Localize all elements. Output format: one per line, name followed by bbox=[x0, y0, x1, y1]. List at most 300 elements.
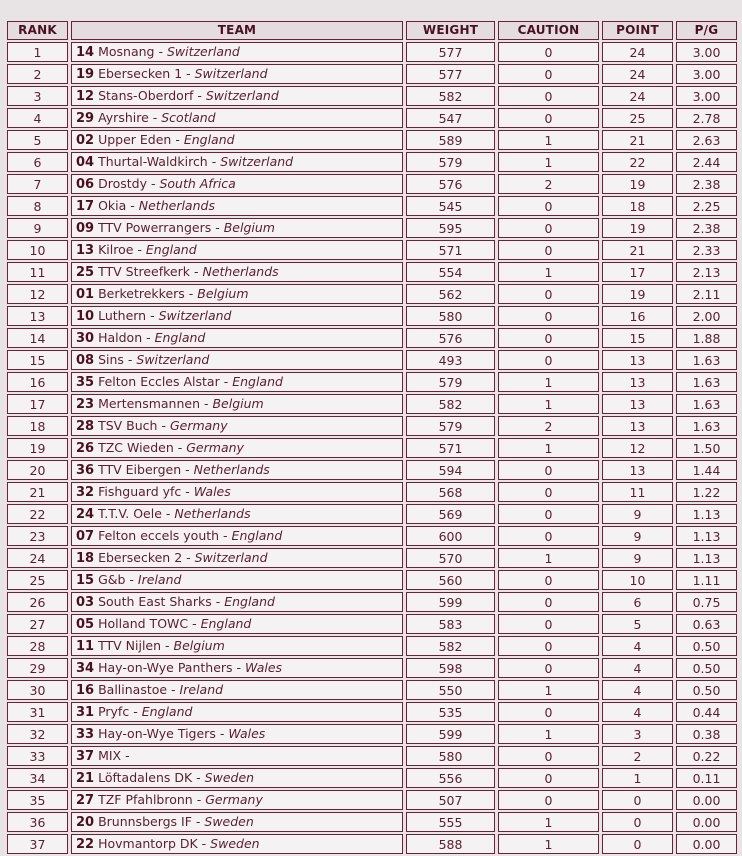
team-name: Holland TOWC bbox=[98, 616, 189, 631]
team-separator: - bbox=[146, 176, 160, 191]
team-cell bbox=[71, 108, 403, 128]
team-name: TSV Buch bbox=[98, 418, 158, 433]
team-separator: - bbox=[126, 198, 139, 213]
team-name: Okia bbox=[98, 198, 127, 213]
standings-table bbox=[4, 19, 740, 856]
team-number: 14 bbox=[76, 45, 95, 60]
weight-cell: 562 bbox=[406, 284, 495, 304]
pg-cell: 0.75 bbox=[676, 592, 737, 612]
team-name: Löftadalens DK bbox=[98, 770, 193, 785]
caution-cell: 0 bbox=[498, 240, 599, 260]
pg-cell: 0.50 bbox=[676, 680, 737, 700]
point-cell: 1 bbox=[602, 768, 673, 788]
team-separator: - bbox=[125, 572, 138, 587]
table-row bbox=[7, 218, 737, 238]
caution-cell: 0 bbox=[498, 284, 599, 304]
weight-cell: 576 bbox=[406, 174, 495, 194]
table-row bbox=[7, 240, 737, 260]
team-number: 37 bbox=[76, 749, 95, 764]
team-cell bbox=[71, 834, 403, 854]
team-cell bbox=[71, 42, 403, 62]
table-row bbox=[7, 680, 737, 700]
team-number: 30 bbox=[76, 331, 95, 346]
team-separator: - bbox=[215, 726, 229, 741]
table-row bbox=[7, 416, 737, 436]
team-country: Switzerland bbox=[194, 66, 268, 81]
table-row bbox=[7, 768, 737, 788]
weight-cell: 555 bbox=[406, 812, 495, 832]
team-separator: - bbox=[193, 88, 206, 103]
caution-cell: 0 bbox=[498, 42, 599, 62]
team-name: Sins bbox=[98, 352, 124, 367]
table-row bbox=[7, 812, 737, 832]
weight-cell: 582 bbox=[406, 394, 495, 414]
pg-cell: 0.38 bbox=[676, 724, 737, 744]
team-name: Upper Eden bbox=[98, 132, 172, 147]
weight-cell: 569 bbox=[406, 504, 495, 524]
pg-cell: 2.38 bbox=[676, 218, 737, 238]
point-cell: 13 bbox=[602, 372, 673, 392]
team-number: 09 bbox=[76, 221, 95, 236]
weight-cell: 588 bbox=[406, 834, 495, 854]
team-separator: - bbox=[123, 352, 137, 367]
team-cell bbox=[71, 526, 403, 546]
rank-cell: 7 bbox=[7, 174, 68, 194]
weight-cell: 576 bbox=[406, 328, 495, 348]
point-cell: 0 bbox=[602, 790, 673, 810]
point-cell: 10 bbox=[602, 570, 673, 590]
weight-cell: 599 bbox=[406, 592, 495, 612]
team-separator: - bbox=[190, 264, 203, 279]
team-country: England bbox=[232, 374, 283, 389]
team-cell bbox=[71, 504, 403, 524]
point-cell: 4 bbox=[602, 680, 673, 700]
caution-cell: 1 bbox=[498, 438, 599, 458]
rank-cell: 15 bbox=[7, 350, 68, 370]
team-name: Kilroe bbox=[98, 242, 134, 257]
rank-cell: 29 bbox=[7, 658, 68, 678]
point-cell: 24 bbox=[602, 86, 673, 106]
point-cell: 17 bbox=[602, 262, 673, 282]
pg-cell: 2.33 bbox=[676, 240, 737, 260]
team-country: Sweden bbox=[204, 770, 255, 785]
table-row bbox=[7, 394, 737, 414]
team-number: 08 bbox=[76, 353, 95, 368]
pg-cell: 1.63 bbox=[676, 350, 737, 370]
team-country: Germany bbox=[205, 792, 263, 807]
header-weight[interactable]: WEIGHT bbox=[406, 21, 495, 40]
weight-cell: 547 bbox=[406, 108, 495, 128]
header-point[interactable]: POINT bbox=[602, 21, 673, 40]
team-number: 02 bbox=[76, 133, 95, 148]
pg-cell: 1.22 bbox=[676, 482, 737, 502]
caution-cell: 2 bbox=[498, 416, 599, 436]
caution-cell: 0 bbox=[498, 328, 599, 348]
team-separator: - bbox=[207, 154, 221, 169]
team-number: 21 bbox=[76, 771, 95, 786]
team-separator: - bbox=[200, 396, 213, 411]
team-number: 27 bbox=[76, 793, 95, 808]
caution-cell: 0 bbox=[498, 592, 599, 612]
table-row bbox=[7, 64, 737, 84]
weight-cell: 570 bbox=[406, 548, 495, 568]
team-name: Luthern bbox=[98, 308, 147, 323]
team-number: 16 bbox=[76, 683, 95, 698]
table-row bbox=[7, 284, 737, 304]
team-cell bbox=[71, 592, 403, 612]
team-separator: - bbox=[181, 462, 194, 477]
pg-cell: 1.63 bbox=[676, 372, 737, 392]
pg-cell: 1.63 bbox=[676, 416, 737, 436]
team-country: England bbox=[224, 594, 275, 609]
team-cell bbox=[71, 350, 403, 370]
team-number: 05 bbox=[76, 617, 95, 632]
team-cell bbox=[71, 64, 403, 84]
point-cell: 4 bbox=[602, 636, 673, 656]
team-country: Switzerland bbox=[194, 550, 268, 565]
table-row bbox=[7, 482, 737, 502]
weight-cell: 493 bbox=[406, 350, 495, 370]
team-cell bbox=[71, 306, 403, 326]
weight-cell: 568 bbox=[406, 482, 495, 502]
team-name: MIX bbox=[98, 748, 122, 763]
table-row bbox=[7, 262, 737, 282]
team-country: Ireland bbox=[179, 682, 224, 697]
point-cell: 24 bbox=[602, 64, 673, 84]
rank-cell: 10 bbox=[7, 240, 68, 260]
team-name: Ebersecken 2 bbox=[98, 550, 183, 565]
team-name: Fishguard yfc bbox=[98, 484, 182, 499]
team-separator: - bbox=[171, 132, 184, 147]
team-cell bbox=[71, 702, 403, 722]
caution-cell: 1 bbox=[498, 152, 599, 172]
point-cell: 25 bbox=[602, 108, 673, 128]
pg-cell: 1.63 bbox=[676, 394, 737, 414]
rank-cell: 19 bbox=[7, 438, 68, 458]
weight-cell: 582 bbox=[406, 636, 495, 656]
caution-cell: 0 bbox=[498, 64, 599, 84]
point-cell: 19 bbox=[602, 218, 673, 238]
team-cell bbox=[71, 328, 403, 348]
table-row bbox=[7, 438, 737, 458]
pg-cell: 2.63 bbox=[676, 130, 737, 150]
team-number: 29 bbox=[76, 111, 95, 126]
caution-cell: 0 bbox=[498, 350, 599, 370]
caution-cell: 0 bbox=[498, 702, 599, 722]
team-number: 34 bbox=[76, 661, 95, 676]
pg-cell: 0.63 bbox=[676, 614, 737, 634]
weight-cell: 579 bbox=[406, 416, 495, 436]
team-separator: - bbox=[219, 528, 232, 543]
team-separator: - bbox=[192, 770, 205, 785]
caution-cell: 0 bbox=[498, 790, 599, 810]
caution-cell: 0 bbox=[498, 196, 599, 216]
caution-cell: 0 bbox=[498, 658, 599, 678]
point-cell: 0 bbox=[602, 812, 673, 832]
point-cell: 9 bbox=[602, 504, 673, 524]
team-cell bbox=[71, 636, 403, 656]
point-cell: 15 bbox=[602, 328, 673, 348]
point-cell: 18 bbox=[602, 196, 673, 216]
weight-cell: 582 bbox=[406, 86, 495, 106]
table-row bbox=[7, 372, 737, 392]
team-cell bbox=[71, 130, 403, 150]
team-name: Stans-Oberdorf bbox=[98, 88, 194, 103]
team-country: England bbox=[154, 330, 206, 345]
caution-cell: 0 bbox=[498, 108, 599, 128]
team-cell bbox=[71, 746, 403, 766]
pg-cell: 2.78 bbox=[676, 108, 737, 128]
team-country: Wales bbox=[245, 660, 283, 675]
rank-cell: 27 bbox=[7, 614, 68, 634]
caution-cell: 0 bbox=[498, 614, 599, 634]
rank-cell: 24 bbox=[7, 548, 68, 568]
team-country: Wales bbox=[228, 726, 266, 741]
caution-cell: 0 bbox=[498, 746, 599, 766]
team-number: 06 bbox=[76, 177, 95, 192]
team-number: 23 bbox=[76, 397, 95, 412]
team-name: Mertensmannen bbox=[98, 396, 201, 411]
team-name: Mosnang bbox=[98, 44, 155, 59]
caution-cell: 1 bbox=[498, 548, 599, 568]
team-separator: - bbox=[232, 660, 246, 675]
team-number: 04 bbox=[76, 155, 95, 170]
team-separator: - bbox=[173, 440, 187, 455]
rank-cell: 20 bbox=[7, 460, 68, 480]
caution-cell: 0 bbox=[498, 218, 599, 238]
team-name: G&b bbox=[98, 572, 126, 587]
team-separator: - bbox=[197, 836, 211, 851]
team-separator: - bbox=[184, 286, 198, 301]
weight-cell: 577 bbox=[406, 42, 495, 62]
team-name: TTV Streefkerk bbox=[98, 264, 190, 279]
team-country: Germany bbox=[186, 440, 244, 455]
team-name: Felton Eccles Alstar bbox=[98, 374, 220, 389]
point-cell: 19 bbox=[602, 284, 673, 304]
point-cell: 5 bbox=[602, 614, 673, 634]
header-caution[interactable]: CAUTION bbox=[498, 21, 599, 40]
header-row bbox=[7, 21, 737, 40]
team-number: 19 bbox=[76, 67, 95, 82]
weight-cell: 577 bbox=[406, 64, 495, 84]
weight-cell: 598 bbox=[406, 658, 495, 678]
team-country: Netherlands bbox=[202, 264, 279, 279]
team-separator: - bbox=[121, 748, 130, 763]
team-name: Haldon bbox=[98, 330, 143, 345]
team-number: 11 bbox=[76, 639, 95, 654]
weight-cell: 599 bbox=[406, 724, 495, 744]
weight-cell: 545 bbox=[406, 196, 495, 216]
team-cell bbox=[71, 724, 403, 744]
team-separator: - bbox=[182, 550, 195, 565]
team-country: England bbox=[231, 528, 283, 543]
point-cell: 11 bbox=[602, 482, 673, 502]
team-separator: - bbox=[161, 638, 174, 653]
pg-cell: 2.11 bbox=[676, 284, 737, 304]
table-row bbox=[7, 834, 737, 854]
table-row bbox=[7, 504, 737, 524]
header-rank[interactable]: RANK bbox=[7, 21, 68, 40]
table-row bbox=[7, 460, 737, 480]
team-cell bbox=[71, 262, 403, 282]
team-separator: - bbox=[182, 66, 195, 81]
team-name: Ebersecken 1 bbox=[98, 66, 183, 81]
caution-cell: 1 bbox=[498, 680, 599, 700]
point-cell: 9 bbox=[602, 526, 673, 546]
team-number: 13 bbox=[76, 243, 95, 258]
team-name: Drostdy bbox=[98, 176, 147, 191]
table-row bbox=[7, 702, 737, 722]
point-cell: 4 bbox=[602, 702, 673, 722]
pg-cell: 0.11 bbox=[676, 768, 737, 788]
weight-cell: 507 bbox=[406, 790, 495, 810]
team-name: Pryfc bbox=[98, 704, 130, 719]
rank-cell: 13 bbox=[7, 306, 68, 326]
caution-cell: 1 bbox=[498, 834, 599, 854]
rank-cell: 35 bbox=[7, 790, 68, 810]
rank-cell: 14 bbox=[7, 328, 68, 348]
team-country: England bbox=[183, 132, 235, 147]
rank-cell: 1 bbox=[7, 42, 68, 62]
rank-cell: 12 bbox=[7, 284, 68, 304]
point-cell: 9 bbox=[602, 548, 673, 568]
caution-cell: 0 bbox=[498, 526, 599, 546]
pg-cell: 1.44 bbox=[676, 460, 737, 480]
rank-cell: 33 bbox=[7, 746, 68, 766]
rank-cell: 9 bbox=[7, 218, 68, 238]
team-number: 32 bbox=[76, 485, 95, 500]
point-cell: 13 bbox=[602, 394, 673, 414]
weight-cell: 600 bbox=[406, 526, 495, 546]
team-country: Switzerland bbox=[205, 88, 279, 103]
pg-cell: 2.44 bbox=[676, 152, 737, 172]
point-cell: 13 bbox=[602, 460, 673, 480]
rank-cell: 28 bbox=[7, 636, 68, 656]
team-cell bbox=[71, 240, 403, 260]
rank-cell: 5 bbox=[7, 130, 68, 150]
team-cell bbox=[71, 570, 403, 590]
team-country: Scotland bbox=[161, 110, 216, 125]
pg-cell: 2.00 bbox=[676, 306, 737, 326]
team-separator: - bbox=[161, 506, 175, 521]
rank-cell: 11 bbox=[7, 262, 68, 282]
caution-cell: 1 bbox=[498, 812, 599, 832]
point-cell: 12 bbox=[602, 438, 673, 458]
rank-cell: 16 bbox=[7, 372, 68, 392]
caution-cell: 0 bbox=[498, 768, 599, 788]
table-row bbox=[7, 108, 737, 128]
team-country: Sweden bbox=[210, 836, 260, 851]
table-row bbox=[7, 570, 737, 590]
weight-cell: 571 bbox=[406, 438, 495, 458]
team-cell bbox=[71, 196, 403, 216]
weight-cell: 589 bbox=[406, 130, 495, 150]
team-name: TTV Eibergen bbox=[98, 462, 182, 477]
header-team[interactable]: TEAM bbox=[71, 21, 403, 40]
pg-cell: 3.00 bbox=[676, 64, 737, 84]
team-cell bbox=[71, 86, 403, 106]
pg-cell: 0.00 bbox=[676, 812, 737, 832]
team-country: Switzerland bbox=[166, 44, 240, 59]
weight-cell: 594 bbox=[406, 460, 495, 480]
team-name: TTV Powerrangers bbox=[98, 220, 212, 235]
rank-cell: 4 bbox=[7, 108, 68, 128]
table-row bbox=[7, 526, 737, 546]
point-cell: 2 bbox=[602, 746, 673, 766]
pg-cell: 3.00 bbox=[676, 86, 737, 106]
team-separator: - bbox=[142, 330, 155, 345]
team-name: TTV Nijlen bbox=[98, 638, 162, 653]
team-cell bbox=[71, 394, 403, 414]
point-cell: 6 bbox=[602, 592, 673, 612]
team-cell bbox=[71, 658, 403, 678]
rank-cell: 34 bbox=[7, 768, 68, 788]
team-name: Ballinastoe bbox=[98, 682, 168, 697]
table-row bbox=[7, 306, 737, 326]
table-row bbox=[7, 152, 737, 172]
team-country: South Africa bbox=[159, 176, 236, 191]
team-separator: - bbox=[192, 792, 206, 807]
pg-cell: 0.00 bbox=[676, 834, 737, 854]
point-cell: 19 bbox=[602, 174, 673, 194]
table-row bbox=[7, 614, 737, 634]
team-cell bbox=[71, 174, 403, 194]
rank-cell: 30 bbox=[7, 680, 68, 700]
team-country: Switzerland bbox=[136, 352, 210, 367]
team-number: 22 bbox=[76, 837, 95, 852]
pg-cell: 2.25 bbox=[676, 196, 737, 216]
team-country: Belgium bbox=[173, 638, 225, 653]
caution-cell: 1 bbox=[498, 372, 599, 392]
weight-cell: 579 bbox=[406, 372, 495, 392]
rank-cell: 31 bbox=[7, 702, 68, 722]
rank-cell: 8 bbox=[7, 196, 68, 216]
caution-cell: 0 bbox=[498, 86, 599, 106]
team-separator: - bbox=[211, 220, 224, 235]
pg-cell: 0.00 bbox=[676, 790, 737, 810]
rank-cell: 25 bbox=[7, 570, 68, 590]
header-pg[interactable]: P/G bbox=[676, 21, 737, 40]
team-country: England bbox=[200, 616, 252, 631]
team-number: 17 bbox=[76, 199, 95, 214]
caution-cell: 0 bbox=[498, 482, 599, 502]
caution-cell: 2 bbox=[498, 174, 599, 194]
table-row bbox=[7, 86, 737, 106]
team-separator: - bbox=[167, 682, 180, 697]
rank-cell: 22 bbox=[7, 504, 68, 524]
team-separator: - bbox=[191, 814, 205, 829]
rank-cell: 26 bbox=[7, 592, 68, 612]
team-country: Germany bbox=[169, 418, 228, 433]
team-cell bbox=[71, 284, 403, 304]
pg-cell: 2.38 bbox=[676, 174, 737, 194]
point-cell: 0 bbox=[602, 834, 673, 854]
team-name: Hay-on-Wye Tigers bbox=[98, 726, 216, 741]
pg-cell: 1.11 bbox=[676, 570, 737, 590]
team-name: Hay-on-Wye Panthers bbox=[98, 660, 233, 675]
rank-cell: 17 bbox=[7, 394, 68, 414]
rank-cell: 32 bbox=[7, 724, 68, 744]
team-cell bbox=[71, 438, 403, 458]
table-row bbox=[7, 130, 737, 150]
team-number: 35 bbox=[76, 375, 95, 390]
table-row bbox=[7, 174, 737, 194]
caution-cell: 0 bbox=[498, 636, 599, 656]
team-cell bbox=[71, 482, 403, 502]
pg-cell: 1.13 bbox=[676, 504, 737, 524]
team-country: England bbox=[145, 242, 197, 257]
pg-cell: 0.50 bbox=[676, 636, 737, 656]
